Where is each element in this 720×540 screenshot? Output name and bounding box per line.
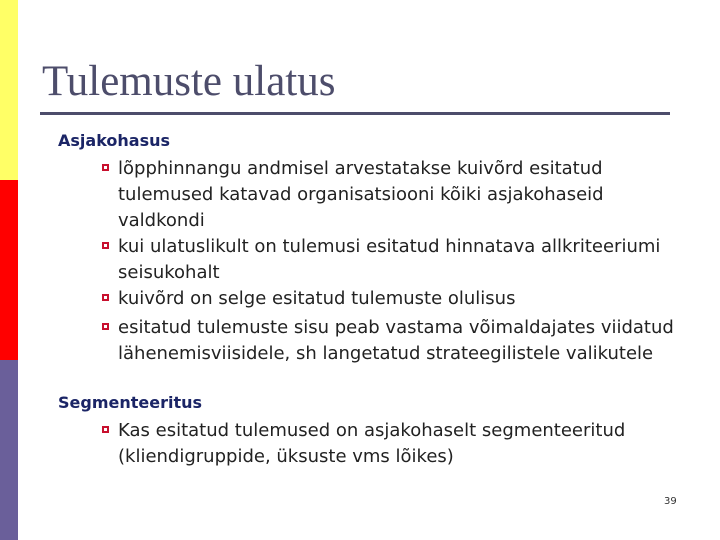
square-bullet-icon xyxy=(102,323,109,330)
bullet-item xyxy=(102,315,682,367)
accent-bar-purple xyxy=(0,360,18,540)
accent-bar-red xyxy=(0,180,18,360)
slide-title: Tulemuste ulatus xyxy=(42,58,336,105)
square-bullet-icon xyxy=(102,426,109,433)
page-number: 39 xyxy=(664,496,677,507)
title-divider xyxy=(40,112,670,115)
bullet-text: kuivõrd on selge esitatud tulemuste olulisus xyxy=(118,288,516,309)
bullet-text: esitatud tulemuste sisu peab vastama võimaldajates viidatud lähenemisviisidele, sh langetatud strateegilistele valikutele xyxy=(118,317,674,364)
bullet-item xyxy=(102,286,682,312)
bullet-item xyxy=(102,156,682,234)
bullet-text: kui ulatuslikult on tulemusi esitatud hinnatava allkriteeriumi seisukohalt xyxy=(118,236,661,283)
section-heading-asjakohasus: Asjakohasus xyxy=(58,131,171,150)
square-bullet-icon xyxy=(102,164,109,171)
bullet-item xyxy=(102,234,682,286)
accent-bar-yellow xyxy=(0,0,18,180)
square-bullet-icon xyxy=(102,294,109,301)
bullet-item xyxy=(102,418,682,470)
bullet-text: Kas esitatud tulemused on asjakohaselt segmenteeritud (kliendigruppide, üksuste vms lõikes) xyxy=(118,420,626,467)
bullet-text: lõpphinnangu andmisel arvestatakse kuivõrd esitatud tulemused katavad organisatsiooni kõiki asjakohaseid valdkondi xyxy=(118,158,604,231)
square-bullet-icon xyxy=(102,242,109,249)
section-heading-segmenteeritus: Segmenteeritus xyxy=(58,393,203,412)
